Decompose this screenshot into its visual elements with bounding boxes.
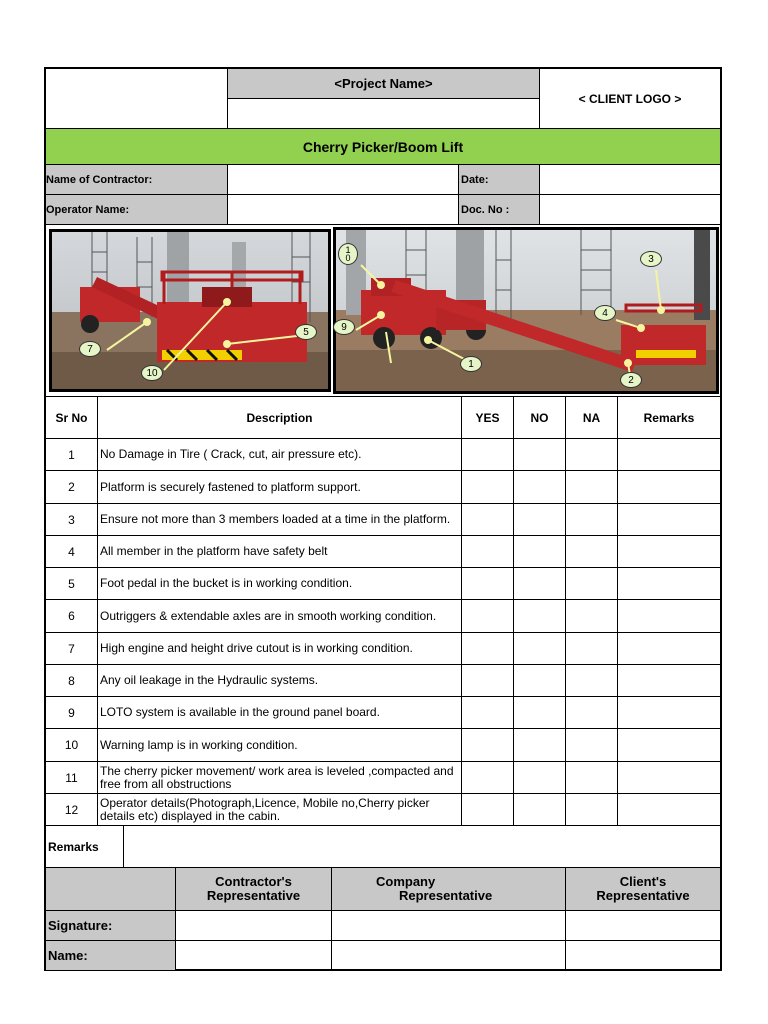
row-no-cell[interactable] [513,470,566,504]
left-logo-area [45,68,228,129]
contractor-field[interactable] [227,164,459,195]
row-remarks-cell[interactable] [617,632,721,665]
row-sr: 4 [45,535,98,568]
row-description: Operator details(Photograph,Licence, Mobile no,Cherry picker details etc) displayed in the cabin. [97,793,462,826]
row-na-cell[interactable] [565,696,618,729]
row-sr: 2 [45,470,98,504]
row-na-cell[interactable] [565,793,618,826]
row-no-cell[interactable] [513,567,566,600]
left-photo [49,229,331,392]
remarks-label: Remarks [45,825,124,868]
client-rep-line1: Client's [619,874,667,889]
company-rep-line2: Representative [399,888,493,903]
callout-3: 3 [640,251,662,267]
row-description: High engine and height drive cutout is in working condition. [97,632,462,665]
row-no-cell[interactable] [513,696,566,729]
client-rep-header [565,867,721,911]
date-label: Date: [458,164,540,195]
row-sr: 6 [45,599,98,633]
row-yes-cell[interactable] [461,632,514,665]
boom-lift-platform-image [52,232,328,389]
row-sr: 7 [45,632,98,665]
col-header-na: NA [565,396,618,439]
operator-field[interactable] [227,194,459,225]
callout-4: 4 [594,305,616,321]
client-name-field[interactable] [565,940,721,971]
operator-label: Operator Name: [45,194,228,225]
row-yes-cell[interactable] [461,696,514,729]
row-description: All member in the platform have safety belt [97,535,462,568]
row-remarks-cell[interactable] [617,438,721,471]
row-no-cell[interactable] [513,535,566,568]
client-signature-field[interactable] [565,910,721,941]
date-field[interactable] [539,164,721,195]
row-sr: 8 [45,664,98,697]
row-description: Outriggers & extendable axles are in smooth working condition. [97,599,462,633]
row-description: Any oil leakage in the Hydraulic systems. [97,664,462,697]
row-remarks-cell[interactable] [617,470,721,504]
row-description: No Damage in Tire ( Crack, cut, air pressure etc). [97,438,462,471]
row-sr: 12 [45,793,98,826]
row-remarks-cell[interactable] [617,728,721,762]
doc-no-label: Doc. No : [458,194,540,225]
doc-no-field[interactable] [539,194,721,225]
signoff-corner [45,867,176,911]
row-yes-cell[interactable] [461,728,514,762]
col-header-remarks: Remarks [617,396,721,439]
row-sr: 10 [45,728,98,762]
row-remarks-cell[interactable] [617,793,721,826]
row-na-cell[interactable] [565,728,618,762]
row-sr: 3 [45,503,98,536]
company-name-field[interactable] [331,940,566,971]
row-yes-cell[interactable] [461,793,514,826]
row-na-cell[interactable] [565,438,618,471]
row-description: LOTO system is available in the ground panel board. [97,696,462,729]
row-yes-cell[interactable] [461,503,514,536]
company-signature-field[interactable] [331,910,566,941]
row-description: Ensure not more than 3 members loaded at a time in the platform. [97,503,462,536]
company-rep-line1: Company [376,874,436,889]
project-name: <Project Name> [227,68,540,99]
row-no-cell[interactable] [513,761,566,794]
row-na-cell[interactable] [565,632,618,665]
col-header-no: NO [513,396,566,439]
row-description: Foot pedal in the bucket is in working condition. [97,567,462,600]
row-no-cell[interactable] [513,632,566,665]
row-remarks-cell[interactable] [617,503,721,536]
row-description: Platform is securely fastened to platform support. [97,470,462,504]
row-remarks-cell[interactable] [617,664,721,697]
callout-9: 9 [333,319,355,335]
col-header-desc: Description [97,396,462,439]
row-remarks-cell[interactable] [617,761,721,794]
right-photo [333,227,719,394]
row-yes-cell[interactable] [461,567,514,600]
callout-10-right-text: 1 0 [345,245,351,263]
col-header-yes: YES [461,396,514,439]
contractor-rep-header [175,867,332,911]
callout-2: 2 [620,372,642,388]
row-yes-cell[interactable] [461,599,514,633]
row-yes-cell[interactable] [461,664,514,697]
name-label: Name: [45,940,176,971]
row-yes-cell[interactable] [461,438,514,471]
row-no-cell[interactable] [513,503,566,536]
col-header-sr: Sr No [45,396,98,439]
signature-label: Signature: [45,910,176,941]
callout-5: 5 [295,324,317,340]
row-no-cell[interactable] [513,793,566,826]
row-remarks-cell[interactable] [617,567,721,600]
contractor-label: Name of Contractor: [45,164,228,195]
client-logo: < CLIENT LOGO > [539,68,721,129]
row-description: Warning lamp is in working condition. [97,728,462,762]
row-no-cell[interactable] [513,664,566,697]
contractor-rep-line1: Contractor's [215,874,292,889]
row-na-cell[interactable] [565,535,618,568]
contractor-rep-line2: Representative [206,888,301,903]
row-no-cell[interactable] [513,728,566,762]
row-sr: 5 [45,567,98,600]
contractor-signature-field[interactable] [175,910,332,941]
row-na-cell[interactable] [565,567,618,600]
callout-10: 10 [141,365,163,381]
row-sr: 9 [45,696,98,729]
row-na-cell[interactable] [565,503,618,536]
row-sr: 1 [45,438,98,471]
remarks-field[interactable] [123,825,721,868]
row-yes-cell[interactable] [461,761,514,794]
project-name-value[interactable] [227,98,540,129]
client-rep-line2: Representative [596,888,690,903]
callout-7: 7 [79,341,101,357]
company-rep-header [331,867,566,911]
row-yes-cell[interactable] [461,470,514,504]
row-yes-cell[interactable] [461,535,514,568]
row-na-cell[interactable] [565,599,618,633]
row-na-cell[interactable] [565,470,618,504]
callout-10-right [338,243,358,265]
row-remarks-cell[interactable] [617,599,721,633]
row-na-cell[interactable] [565,664,618,697]
form-title: Cherry Picker/Boom Lift [45,128,721,165]
row-no-cell[interactable] [513,599,566,633]
row-description: The cherry picker movement/ work area is leveled ,compacted and free from all obstructions [97,761,462,794]
row-remarks-cell[interactable] [617,696,721,729]
contractor-name-field[interactable] [175,940,332,971]
callout-1: 1 [460,356,482,372]
row-remarks-cell[interactable] [617,535,721,568]
row-no-cell[interactable] [513,438,566,471]
row-na-cell[interactable] [565,761,618,794]
row-sr: 11 [45,761,98,794]
